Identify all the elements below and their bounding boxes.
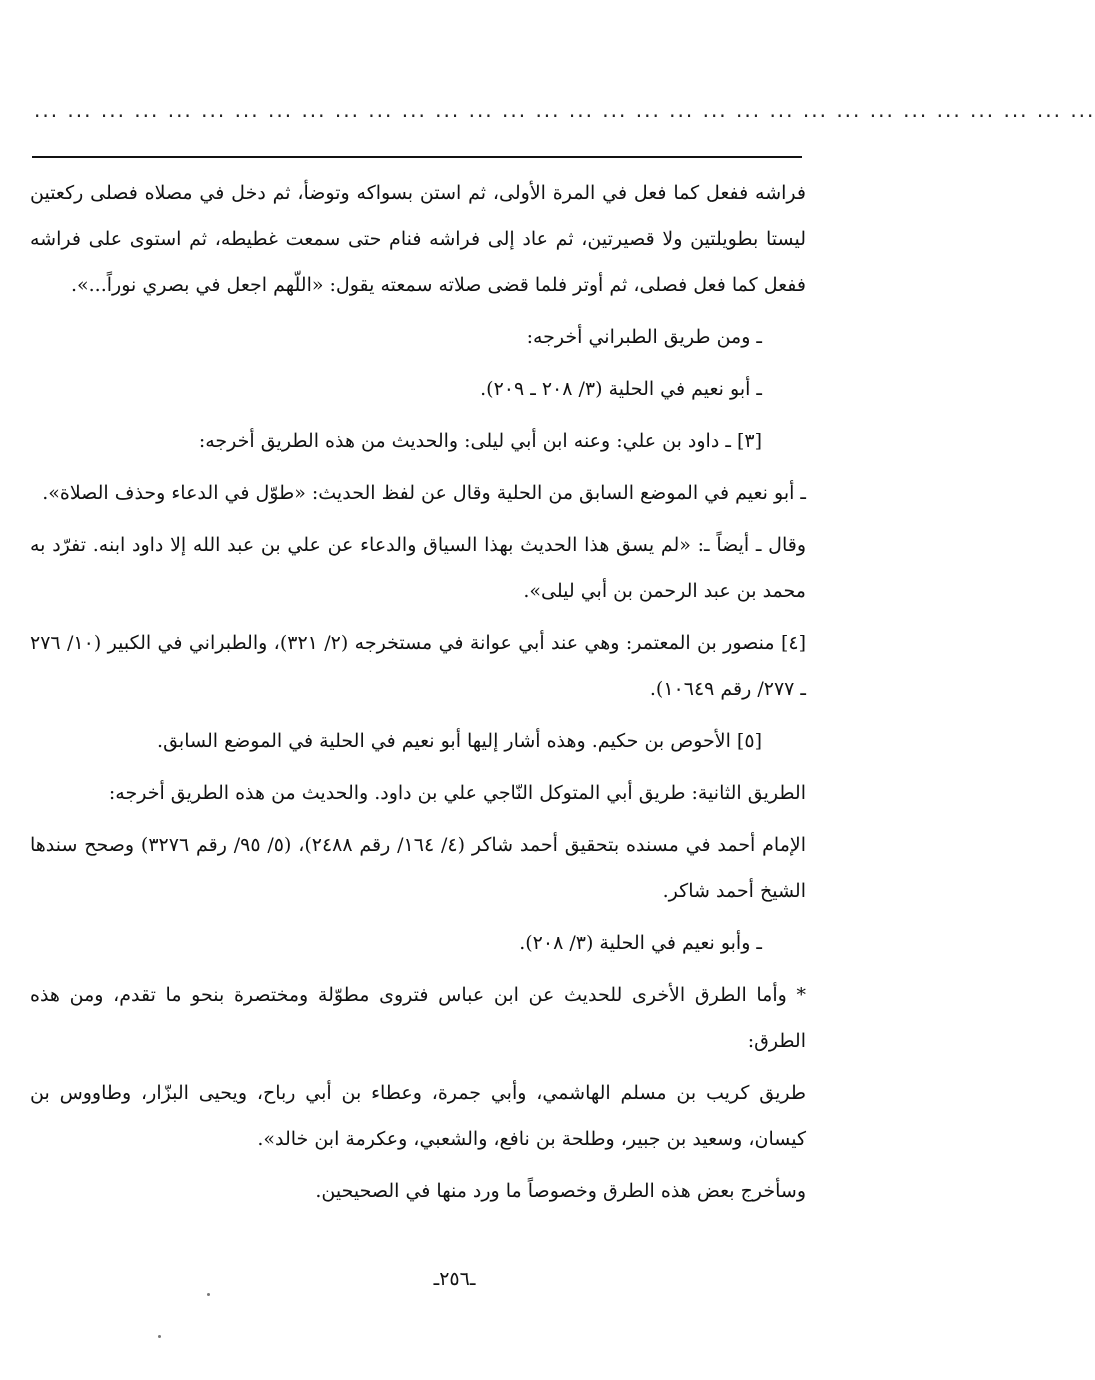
page-number: ـ٢٥٦ـ [433, 1268, 476, 1290]
paragraph-2: ـ ومن طريق الطبراني أخرجه: [526, 326, 762, 348]
paragraph-14: وسأخرج بعض هذه الطرق وخصوصاً ما ورد منها في الصحيحين. [315, 1180, 806, 1202]
scan-speck [207, 1293, 210, 1296]
dotted-header-line: ... ... ... ... ... ... ... ... ... ... ... ... ... ... ... ... ... ... ... ... ... ... ... ... ... ... ... ... ... ... ... ... [34, 98, 1095, 122]
body-text [30, 170, 806, 1214]
paragraph-6: وقال ـ أيضاً ـ: «لم يسق هذا الحديث بهذا السياق والدعاء عن علي بن عبد الله إلا داود ابنه. تفرّد به محمد بن عبد الرحمن بن أبي ليلى». [30, 534, 806, 602]
paragraph-10: الإمام أحمد في مسنده بتحقيق أحمد شاكر (٤/ ١٦٤/ رقم ٢٤٨٨)، (٥/ ٩٥/ رقم ٣٢٧٦) وصحح سندها الشيخ أحمد شاكر. [30, 834, 807, 902]
paragraph-3: ـ أبو نعيم في الحلية (٣/ ٢٠٨ ـ ٢٠٩). [480, 378, 762, 400]
paragraph-7: [٤] منصور بن المعتمر: وهي عند أبي عوانة في مستخرجه (٢/ ٣٢١)، والطبراني في الكبير (١٠/ ٢٧٦ ـ ٢٧٧/ رقم ١٠٦٤٩). [30, 632, 806, 700]
header-rule [32, 156, 802, 158]
paragraph-4: [٣] ـ داود بن علي: وعنه ابن أبي ليلى: والحديث من هذه الطريق أخرجه: [198, 430, 762, 452]
paragraph-13: طريق كريب بن مسلم الهاشمي، وأبي جمرة، وعطاء بن أبي رباح، ويحيى البزّار، وطاووس بن كيسان، وسعيد بن جبير، وطلحة بن نافع، والشعبي، وعكرمة ابن خالد». [30, 1082, 806, 1150]
paragraph-12: * وأما الطرق الأخرى للحديث عن ابن عباس فتروى مطوّلة ومختصرة بنحو ما تقدم، ومن هذه الطرق: [30, 984, 806, 1052]
paragraph-8: [٥] الأحوص بن حكيم. وهذه أشار إليها أبو نعيم في الحلية في الموضع السابق. [157, 730, 762, 752]
paragraph-11: ـ وأبو نعيم في الحلية (٣/ ٢٠٨). [519, 932, 762, 954]
paragraph-9: الطريق الثانية: طريق أبي المتوكل النّاجي علي بن داود. والحديث من هذه الطريق أخرجه: [108, 782, 806, 804]
paragraph-5: ـ أبو نعيم في الموضع السابق من الحلية وقال عن لفظ الحديث: «طوّل في الدعاء وحذف الصلاة». [42, 482, 806, 504]
scan-speck [158, 1335, 161, 1338]
paragraph-1: فراشه ففعل كما فعل في المرة الأولى، ثم استن بسواكه وتوضأ، ثم دخل في مصلاه فصلى ركعتين ليستا بطويلتين ولا قصيرتين، ثم عاد إلى فراشه فنام حتى سمعت غطيطه، ثم استوى على فراشه ففعل كما فعل فصلى، ثم أوتر فلما قضى صلاته سمعته يقول: «اللّهم اجعل في بصري نوراً...». [30, 182, 806, 296]
